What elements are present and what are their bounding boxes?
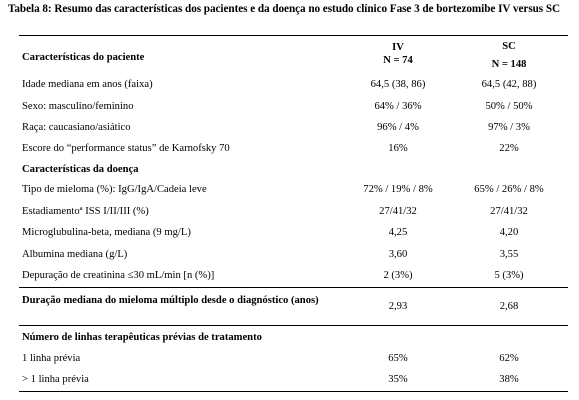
row-sc-value: 38% xyxy=(499,374,519,385)
header-characteristics-label: Características do paciente xyxy=(22,52,145,63)
row-label: Microglubulina-beta, mediana (9 mg/L) xyxy=(22,227,191,238)
duration-label: Duração mediana do mieloma múltiplo desde o diagnóstico (anos) xyxy=(22,295,319,306)
row-iv-value: 4,25 xyxy=(388,227,408,238)
row-label: Idade mediana em anos (faixa) xyxy=(22,79,153,90)
row-iv-value: 96% / 4% xyxy=(377,122,419,133)
row-label: 1 linha prévia xyxy=(22,353,81,364)
lines-section-heading: Número de linhas terapêuticas prévias de tratamento xyxy=(22,332,262,343)
row-label: Escore do “performance status” de Karnofsky 70 xyxy=(22,143,230,154)
row-iv-value: 2 (3%) xyxy=(383,270,413,281)
table-caption: Tabela 8: Resumo das características dos pacientes e da doença no estudo clínico Fase 3 de bortezomibe IV versus SC xyxy=(8,3,561,15)
row-label: Depuração de creatinina ≤30 mL/min [n (%)] xyxy=(22,270,215,281)
duration-iv-value: 2,93 xyxy=(388,301,408,312)
row-sc-value: 27/41/32 xyxy=(490,206,528,217)
header-sc: SC xyxy=(502,41,516,52)
row-iv-value: 27/41/32 xyxy=(379,206,417,217)
row-sc-value: 65% / 26% / 8% xyxy=(474,184,544,195)
row-label: Sexo: masculino/feminino xyxy=(22,101,134,112)
row-iv-value: 64% / 36% xyxy=(374,101,422,112)
disease-section-heading: Características da doença xyxy=(22,164,139,175)
row-iv-value: 35% xyxy=(388,374,408,385)
row-label: Albumina mediana (g/L) xyxy=(22,249,128,260)
row-iv-value: 64,5 (38, 86) xyxy=(370,79,426,90)
header-iv: IV xyxy=(392,42,404,53)
section-divider xyxy=(19,325,568,326)
row-sc-value: 64,5 (42, 88) xyxy=(481,79,537,90)
row-label: Estadiamentoª ISS I/II/III (%) xyxy=(22,206,149,217)
row-sc-value: 3,55 xyxy=(499,249,519,260)
row-iv-value: 72% / 19% / 8% xyxy=(363,184,433,195)
row-label: Tipo de mieloma (%): IgG/IgA/Cadeia leve xyxy=(22,184,207,195)
duration-sc-value: 2,68 xyxy=(499,301,519,312)
row-sc-value: 22% xyxy=(499,143,519,154)
row-sc-value: 62% xyxy=(499,353,519,364)
table-bottom-rule xyxy=(19,391,568,392)
table-top-rule xyxy=(19,35,568,36)
row-label: > 1 linha prévia xyxy=(22,374,89,385)
row-iv-value: 65% xyxy=(388,353,408,364)
row-iv-value: 16% xyxy=(388,143,408,154)
row-sc-value: 4,20 xyxy=(499,227,519,238)
section-divider xyxy=(19,287,568,288)
row-iv-value: 3,60 xyxy=(388,249,408,260)
row-sc-value: 50% / 50% xyxy=(485,101,533,112)
header-iv-n: N = 74 xyxy=(383,55,413,66)
row-label: Raça: caucasiano/asiático xyxy=(22,122,131,133)
row-sc-value: 97% / 3% xyxy=(488,122,530,133)
header-sc-n: N = 148 xyxy=(491,59,527,70)
row-sc-value: 5 (3%) xyxy=(494,270,524,281)
